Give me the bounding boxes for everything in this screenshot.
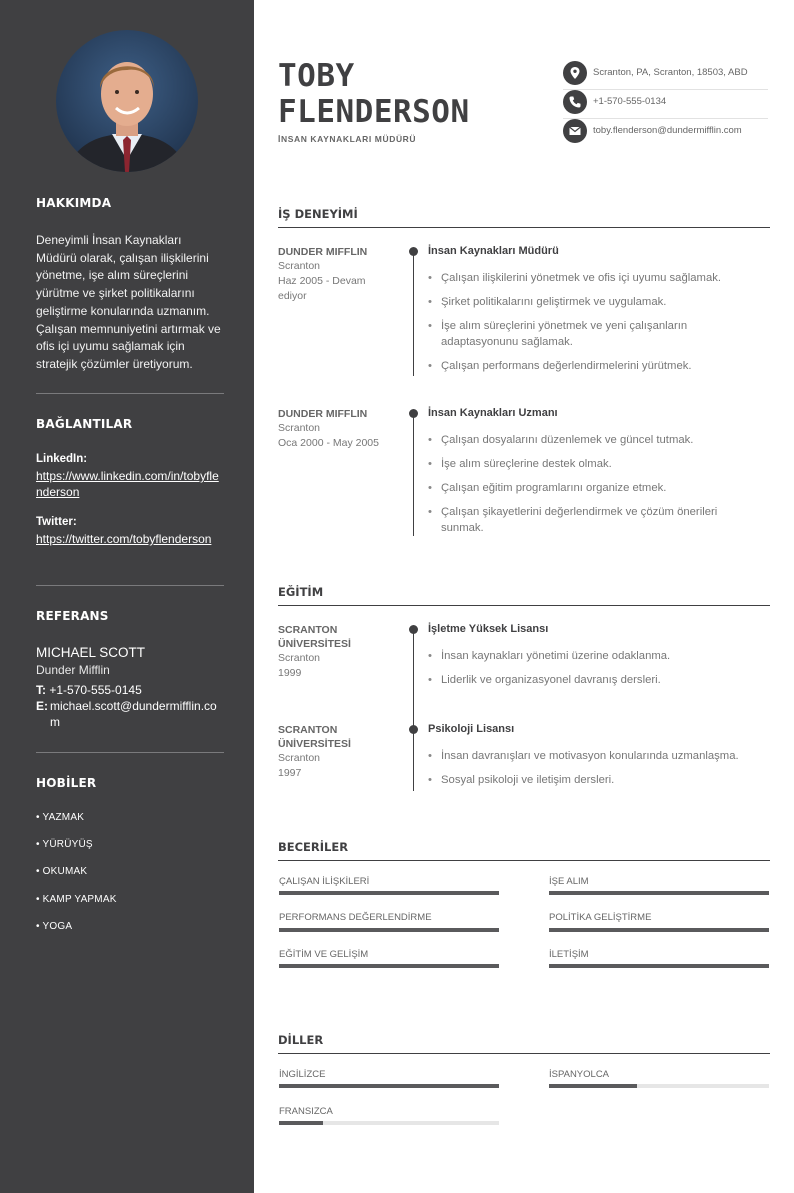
location-pin-icon	[563, 61, 587, 85]
profile-photo	[56, 30, 198, 172]
timeline-line	[413, 629, 414, 791]
reference-email-label: E:	[36, 699, 48, 713]
education-bullet: • İnsan davranışları ve motivasyon konularında uzmanlaşma.	[428, 748, 758, 764]
job-bullet: • Çalışan ilişkilerini yönetmek ve ofis içi uyumu sağlamak.	[428, 270, 758, 286]
reference-phone-label: T:	[36, 683, 46, 697]
hobby-item: • OKUMAK	[36, 866, 88, 877]
timeline-line	[413, 251, 414, 376]
skill-label: PERFORMANS DEĞERLENDİRME	[279, 912, 432, 923]
divider	[36, 752, 224, 753]
last-name: FLENDERSON	[278, 94, 470, 130]
skill-bar	[279, 928, 499, 932]
timeline-dot	[409, 725, 418, 734]
contact-email	[563, 119, 768, 148]
section-rule	[278, 227, 770, 228]
links-heading: BAĞLANTILAR	[36, 417, 133, 431]
job-location: Scranton	[278, 422, 321, 434]
language-bar	[279, 1121, 499, 1125]
job-bullet: • Çalışan şikayetlerini değerlendirmek ve çözüm önerileri sunmak.	[428, 504, 743, 536]
hobby-item: • YAZMAK	[36, 812, 85, 823]
contact-phone-text: +1-570-555-0134	[593, 96, 667, 107]
language-bar	[279, 1084, 499, 1088]
language-bar-fill	[279, 1121, 323, 1125]
first-name: TOBY	[278, 58, 355, 94]
skill-bar-fill	[279, 964, 499, 968]
school-name: SCRANTON ÜNİVERSİTESİ	[278, 724, 351, 750]
sidebar	[0, 0, 254, 1193]
contact-phone	[563, 90, 768, 119]
education-heading: EĞİTİM	[278, 585, 324, 599]
reference-email	[36, 698, 224, 730]
about-heading: HAKKIMDA	[36, 196, 112, 210]
skill-bar-fill	[279, 928, 499, 932]
reference-heading: REFERANS	[36, 609, 109, 623]
skill-label: İLETİŞİM	[549, 949, 589, 960]
skill-label: İŞE ALIM	[549, 876, 589, 887]
job-role: İnsan Kaynakları Müdürü	[428, 245, 559, 257]
skill-bar	[279, 891, 499, 895]
phone-icon	[563, 90, 587, 114]
skill-bar-fill	[549, 928, 769, 932]
skill-label: EĞİTİM VE GELİŞİM	[279, 949, 369, 960]
reference-phone	[36, 682, 224, 698]
job-bullet: • İşe alım süreçlerini yönetmek ve yeni çalışanların adaptasyonunu sağlamak.	[428, 318, 728, 350]
reference-email-value: michael.scott@dundermifflin.com	[50, 699, 217, 729]
hobbies-heading: HOBİLER	[36, 776, 97, 790]
school-name: SCRANTON ÜNİVERSİTESİ	[278, 624, 351, 650]
divider	[36, 393, 224, 394]
company-name: DUNDER MIFFLIN	[278, 246, 368, 258]
section-rule	[278, 605, 770, 606]
skill-bar	[279, 964, 499, 968]
hobby-item: • KAMP YAPMAK	[36, 894, 117, 905]
school-year: 1997	[278, 767, 302, 779]
school-location: Scranton	[278, 652, 321, 664]
contact-address	[563, 61, 768, 90]
language-bar	[549, 1084, 769, 1088]
job-location: Scranton	[278, 260, 321, 272]
divider	[36, 585, 224, 586]
language-label: İNGİLİZCE	[279, 1069, 326, 1080]
language-label: İSPANYOLCA	[549, 1069, 610, 1080]
linkedin-label: LinkedIn:	[36, 453, 88, 465]
job-dates: Oca 2000 - May 2005	[278, 437, 379, 449]
skill-bar-fill	[549, 964, 769, 968]
job-bullet: • Şirket politikalarını geliştirmek ve uygulamak.	[428, 294, 758, 310]
school-year: 1999	[278, 667, 302, 679]
languages-heading: DİLLER	[278, 1033, 324, 1047]
contact-email-text: toby.flenderson@dundermifflin.com	[593, 125, 742, 136]
timeline-dot	[409, 247, 418, 256]
job-title: İNSAN KAYNAKLARI MÜDÜRÜ	[278, 134, 417, 144]
skill-bar	[549, 928, 769, 932]
about-text: Deneyimli İnsan Kaynakları Müdürü olarak, çalışan ilişkilerini yönetme, işe alım süreçlerini yürütme ve şirket politikalarını geliştirme konularında uzmanım. Çalışan memnuniyetini artırmak ve ofis içi uyumu sağlamak için stratejik çözümler üretiyorum.	[36, 233, 221, 371]
skill-bar	[549, 891, 769, 895]
job-dates: Haz 2005 - Devam ediyor	[278, 275, 366, 302]
skill-bar-fill	[549, 891, 769, 895]
skills-heading: BECERİLER	[278, 840, 349, 854]
section-rule	[278, 1053, 770, 1054]
timeline-dot	[409, 409, 418, 418]
skill-bar-fill	[279, 891, 499, 895]
hobby-item: • YÜRÜYÜŞ	[36, 839, 93, 850]
hobby-item: • YOGA	[36, 921, 73, 932]
reference-phone-value: +1-570-555-0145	[49, 683, 142, 697]
language-bar-fill	[549, 1084, 637, 1088]
reference-name: MICHAEL SCOTT	[36, 645, 146, 660]
skill-label: ÇALIŞAN İLİŞKİLERİ	[279, 876, 370, 887]
language-label: FRANSIZCA	[279, 1106, 333, 1117]
education-bullet: • Sosyal psikoloji ve iletişim dersleri.	[428, 772, 758, 788]
job-bullet: • Çalışan eğitim programlarını organize etmek.	[428, 480, 758, 496]
twitter-label: Twitter:	[36, 516, 77, 528]
job-bullet: • Çalışan performans değerlendirmelerini yürütmek.	[428, 358, 758, 374]
twitter-link[interactable]: https://twitter.com/tobyflenderson	[36, 532, 212, 546]
full-name	[278, 58, 470, 130]
reference-company: Dunder Mifflin	[36, 663, 110, 677]
degree-name: Psikoloji Lisansı	[428, 723, 515, 735]
school-location: Scranton	[278, 752, 321, 764]
envelope-icon	[563, 119, 587, 143]
job-bullet: • Çalışan dosyalarını düzenlemek ve güncel tutmak.	[428, 432, 758, 448]
language-bar-fill	[279, 1084, 499, 1088]
education-bullet: • Liderlik ve organizasyonel davranış dersleri.	[428, 672, 758, 688]
timeline-dot	[409, 625, 418, 634]
skill-label: POLİTİKA GELİŞTİRME	[549, 912, 652, 923]
experience-heading: İŞ DENEYİMİ	[278, 207, 358, 221]
timeline-line	[413, 413, 414, 536]
contact-address-text: Scranton, PA, Scranton, 18503, ABD	[593, 67, 748, 78]
education-bullet: • İnsan kaynakları yönetimi üzerine odaklanma.	[428, 648, 758, 664]
degree-name: İşletme Yüksek Lisansı	[428, 623, 549, 635]
job-bullet: • İşe alım süreçlerine destek olmak.	[428, 456, 758, 472]
job-role: İnsan Kaynakları Uzmanı	[428, 407, 558, 419]
company-name: DUNDER MIFFLIN	[278, 408, 368, 420]
skill-bar	[549, 964, 769, 968]
section-rule	[278, 860, 770, 861]
linkedin-link[interactable]: https://www.linkedin.com/in/tobyflenderson	[36, 469, 219, 499]
